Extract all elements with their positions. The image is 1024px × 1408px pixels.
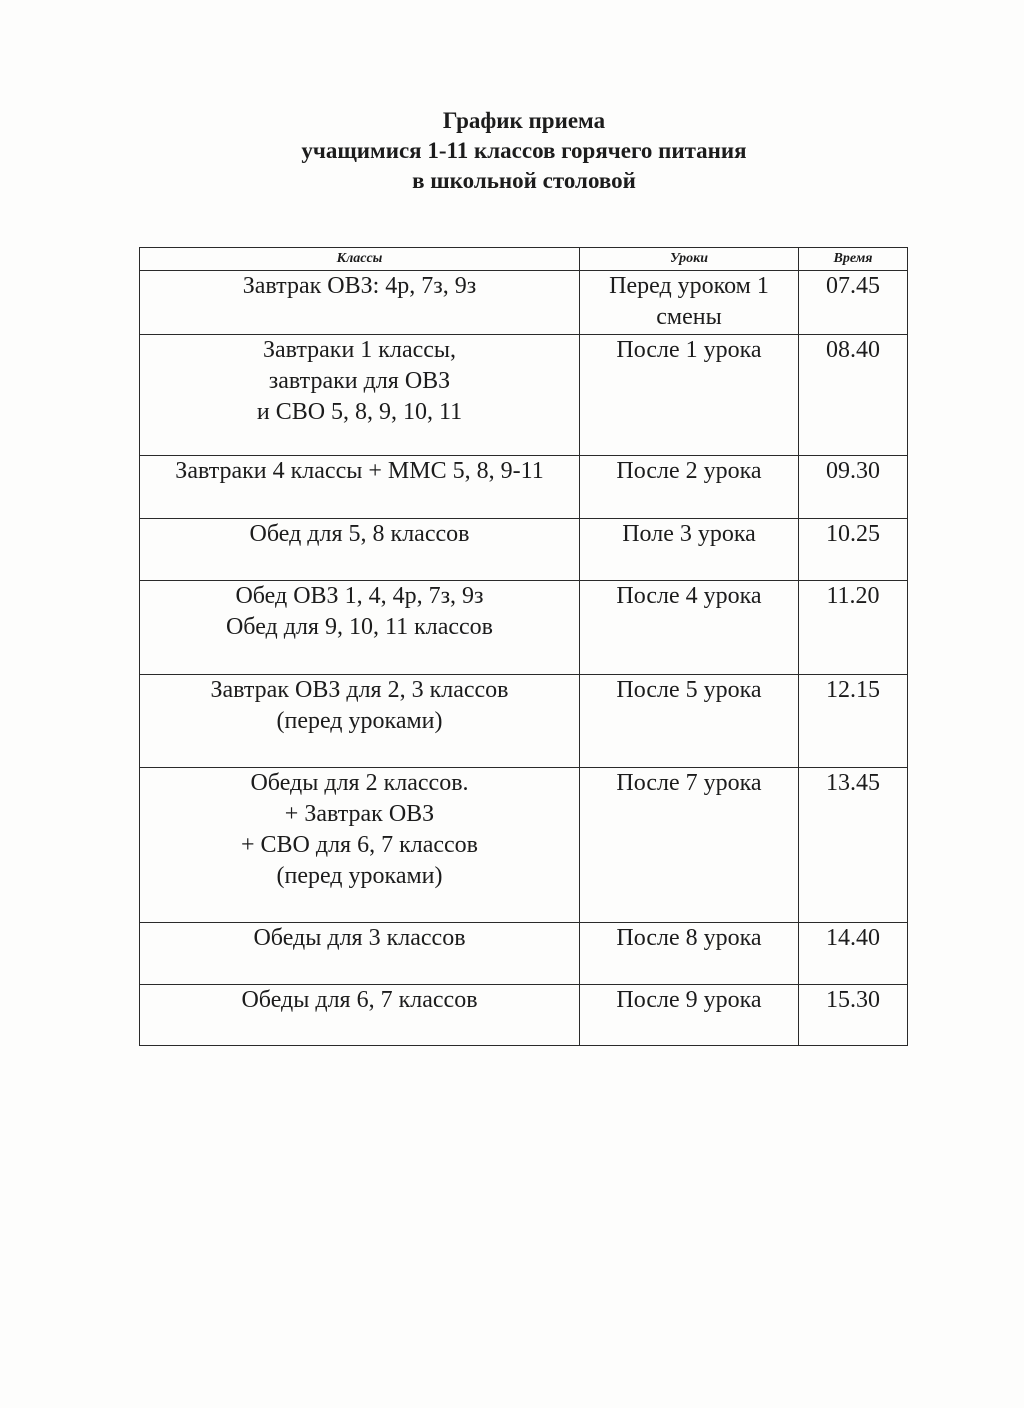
cell-classes (140, 768, 580, 923)
cell-classes (140, 923, 580, 985)
cell-classes (140, 581, 580, 675)
cell-line: Обед для 9, 10, 11 классов (225, 614, 494, 640)
table-row (140, 335, 908, 456)
cell-line: и СВО 5, 8, 9, 10, 11 (256, 399, 463, 425)
schedule-table (139, 247, 908, 1046)
cell-classes (140, 456, 580, 519)
cell-time: 08.40 (799, 335, 908, 456)
cell-time: 11.20 (799, 581, 908, 675)
cell-time: 10.25 (799, 519, 908, 581)
cell-line: (перед уроками) (276, 863, 443, 889)
cell-line: Обеды для 3 классов (253, 925, 466, 951)
cell-line: Завтрак ОВЗ для 2, 3 классов (210, 677, 509, 703)
cell-time: 12.15 (799, 675, 908, 768)
cell-line: После 7 урока (616, 770, 762, 796)
cell-line: После 1 урока (616, 337, 762, 363)
cell-time: 09.30 (799, 456, 908, 519)
cell-line: + Завтрак ОВЗ (284, 801, 435, 827)
cell-line: После 8 урока (616, 925, 762, 951)
cell-classes (140, 985, 580, 1046)
cell-line: Обед ОВЗ 1, 4, 4р, 7з, 9з (235, 583, 484, 609)
cell-lessons (580, 923, 799, 985)
cell-line: Обеды для 2 классов. (250, 770, 469, 796)
cell-line: Завтраки 4 классы + ММС 5, 8, 9-11 (175, 458, 544, 484)
cell-time: 07.45 (799, 271, 908, 335)
cell-line: завтраки для ОВЗ (268, 368, 451, 394)
cell-line: Обеды для 6, 7 классов (241, 987, 478, 1013)
document-subtitle-location: в школьной столовой (412, 168, 636, 193)
cell-classes (140, 335, 580, 456)
cell-line: Завтрак ОВЗ: 4р, 7з, 9з (242, 273, 477, 299)
cell-time: 15.30 (799, 985, 908, 1046)
cell-line: + СВО для 6, 7 классов (240, 832, 479, 858)
table-row (140, 581, 908, 675)
table-row (140, 985, 908, 1046)
cell-line: После 9 урока (616, 987, 762, 1013)
table-row (140, 768, 908, 923)
document-subtitle: учащимися 1-11 классов горячего питания (301, 138, 747, 163)
header-lessons: Уроки (580, 248, 799, 271)
document-title: График приема (442, 108, 606, 133)
table-row (140, 923, 908, 985)
table-row (140, 271, 908, 335)
cell-line: Обед для 5, 8 классов (249, 521, 470, 547)
cell-lessons (580, 985, 799, 1046)
cell-time: 13.45 (799, 768, 908, 923)
cell-time: 14.40 (799, 923, 908, 985)
table-row (140, 675, 908, 768)
cell-line: После 2 урока (616, 458, 762, 484)
header-time: Время (799, 248, 908, 271)
cell-lessons (580, 335, 799, 456)
cell-line: Поле 3 урока (622, 521, 756, 547)
cell-lessons (580, 768, 799, 923)
cell-lessons (580, 456, 799, 519)
cell-line: После 4 урока (616, 583, 762, 609)
cell-lessons (580, 675, 799, 768)
cell-line: (перед уроками) (276, 708, 443, 734)
cell-classes (140, 519, 580, 581)
cell-line: После 5 урока (616, 677, 762, 703)
cell-line: смены (656, 304, 722, 330)
cell-classes (140, 675, 580, 768)
header-classes: Классы (140, 248, 580, 271)
cell-line: Перед уроком 1 (609, 273, 769, 299)
cell-classes (140, 271, 580, 335)
table-header-row (140, 248, 908, 271)
cell-lessons (580, 271, 799, 335)
table-row (140, 519, 908, 581)
cell-line: Завтраки 1 классы, (262, 337, 457, 363)
cell-lessons (580, 519, 799, 581)
cell-lessons (580, 581, 799, 675)
table-row (140, 456, 908, 519)
